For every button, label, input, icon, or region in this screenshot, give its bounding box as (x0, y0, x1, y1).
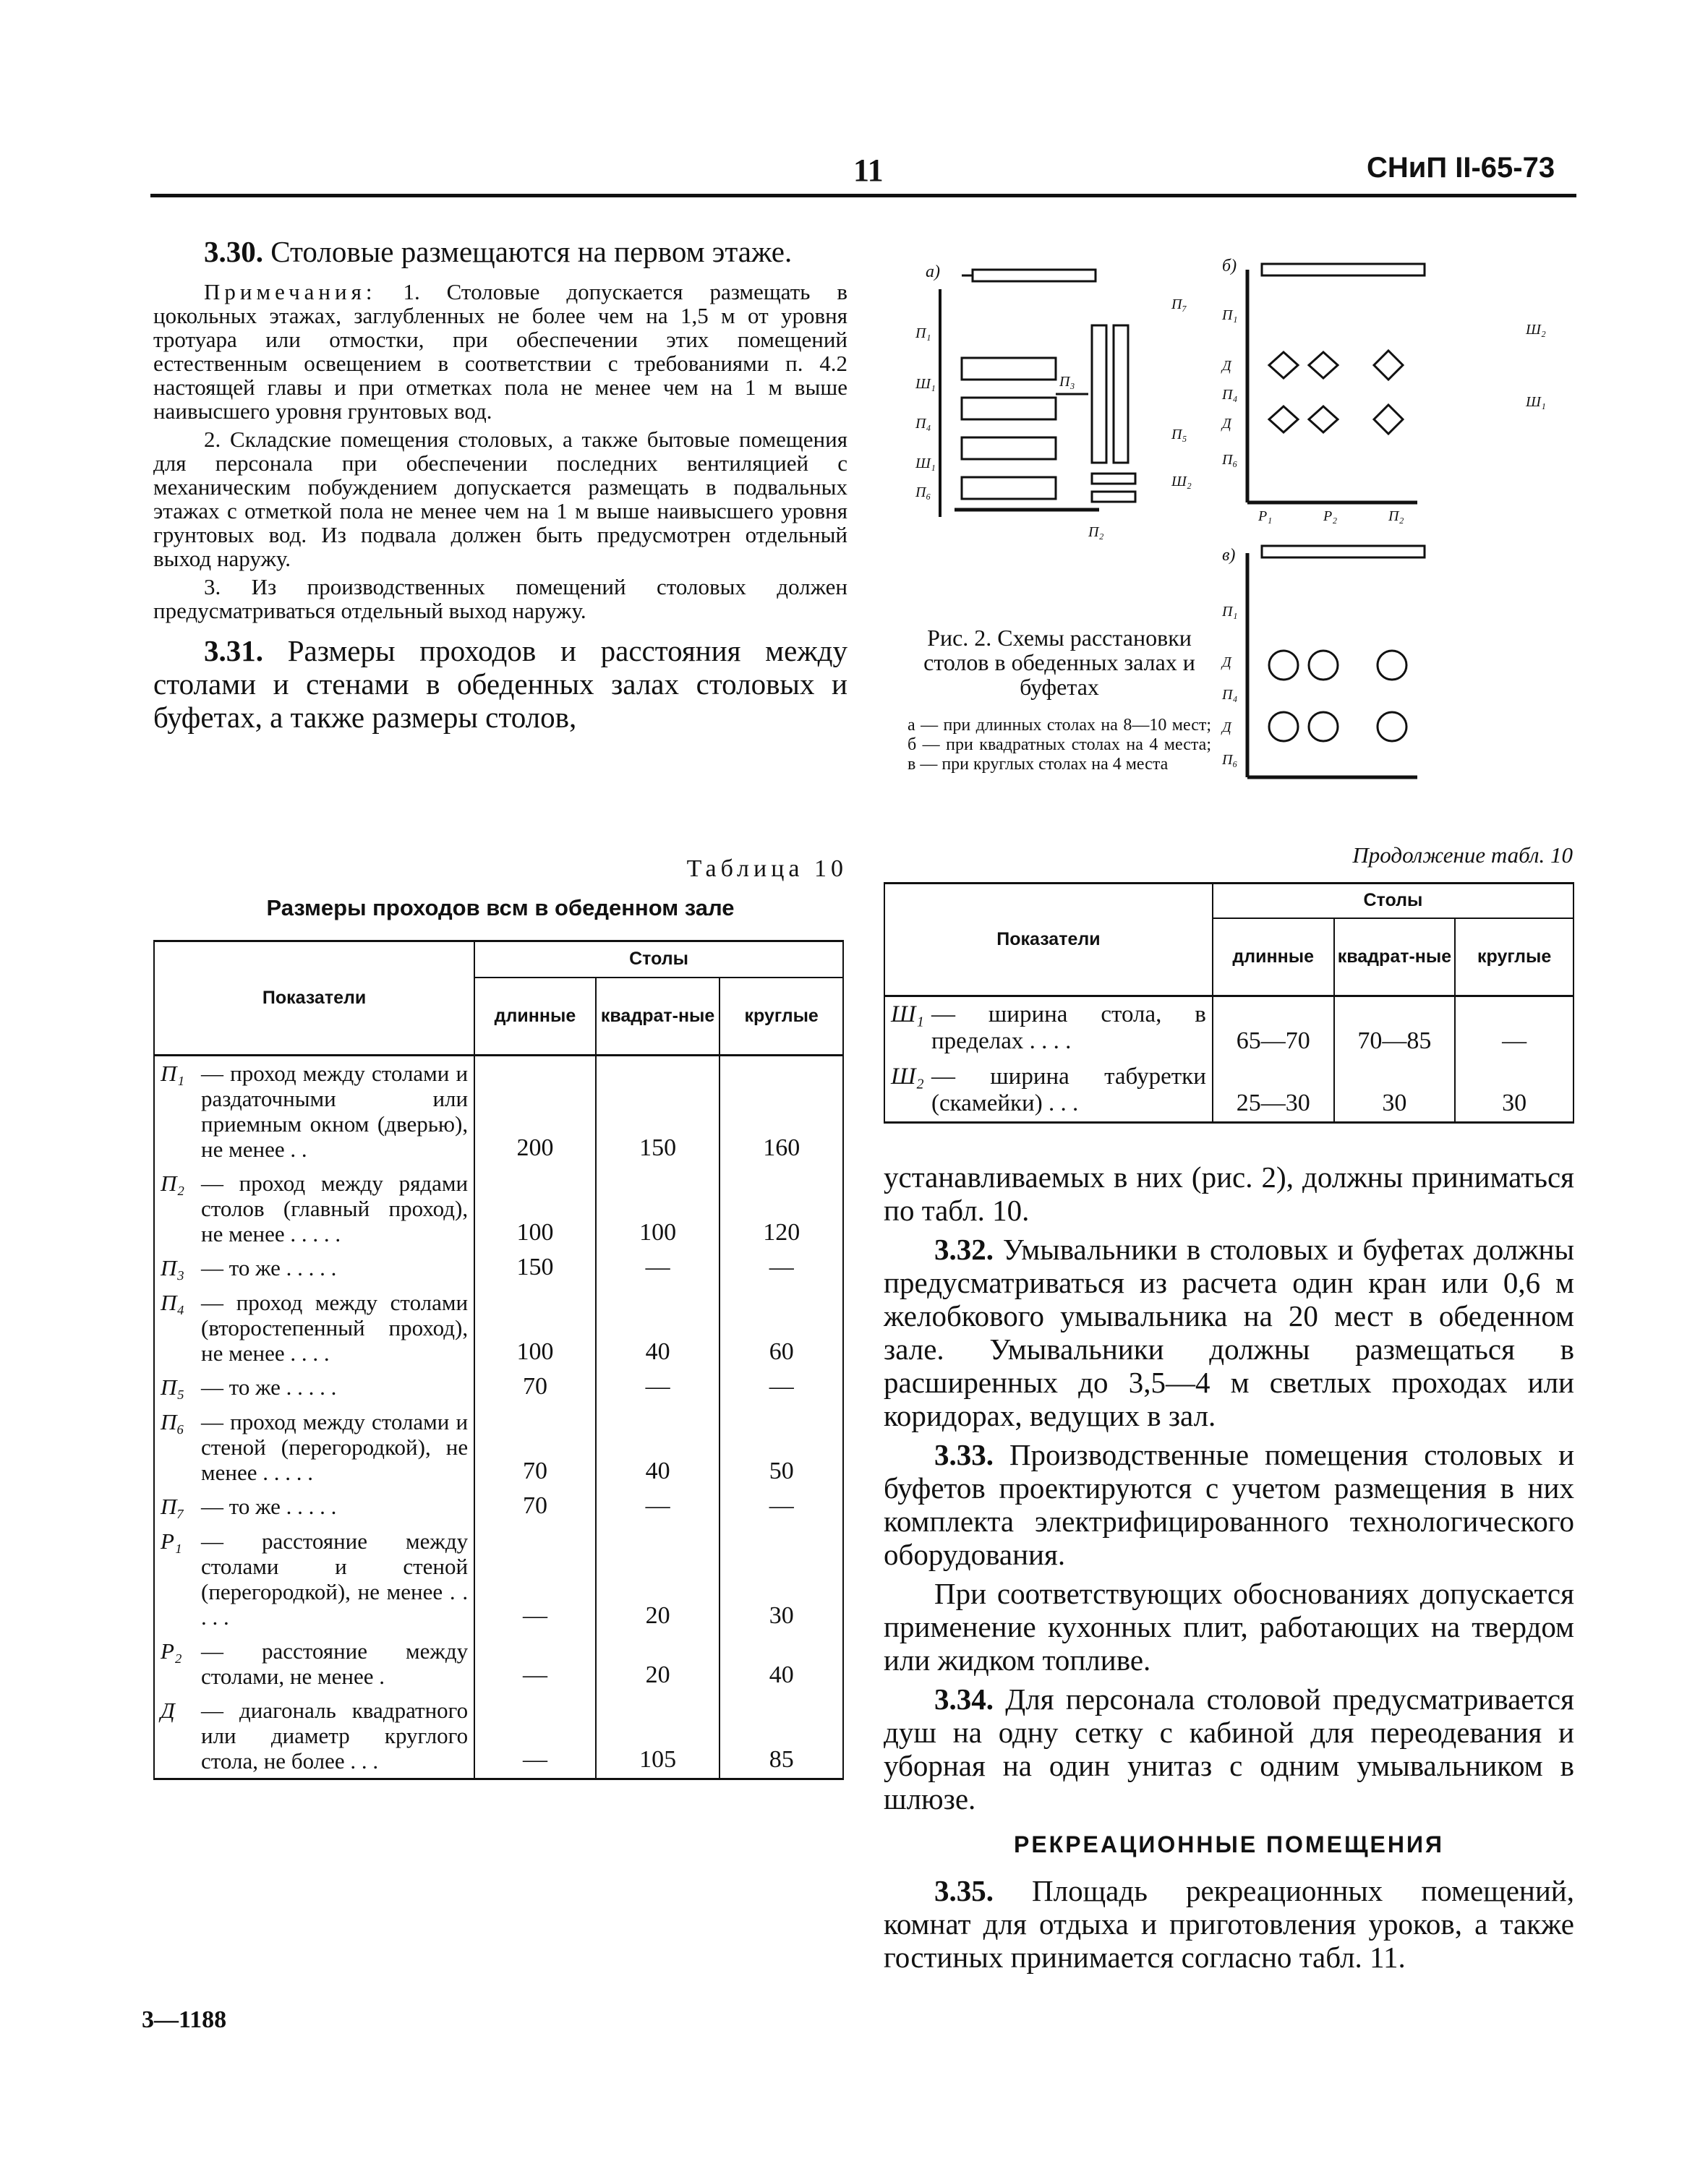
clause-text: Умывальники в столовых и буфетах должны предусматриваться из расчета один кран или 0,6 м желобкового умывальника на 20 мест в обеденном зале. Умывальники должны размещаться в расширенных до 3,5—4 м светлых проходах или коридорах, ведущих в зал. (884, 1233, 1574, 1432)
indicator-text: — ширина стола, в пределах . . . . (931, 1001, 1206, 1054)
indicator-symbol: П₅ (161, 1374, 185, 1400)
label-d-b2: Д (1222, 416, 1231, 432)
col-header-long: длинные (1213, 918, 1334, 996)
paragraph-continuation: устанавливаемых в них (рис. 2), должны приниматься по табл. 10. (884, 1160, 1574, 1227)
paragraph-3-33 (884, 1438, 1574, 1571)
label-sh1-a: Ш₁ (915, 376, 936, 392)
table-row (154, 1634, 843, 1693)
table-row (154, 1370, 843, 1405)
clause-number: 3.34. (934, 1682, 994, 1716)
indicator-symbol: Ш₁ (891, 1001, 924, 1027)
value-cell-long: 65—70 (1213, 996, 1334, 1060)
indicator-symbol: П₇ (161, 1494, 185, 1519)
table-row (154, 1693, 843, 1779)
label-r2-b: Р₂ (1323, 508, 1338, 524)
value-cell-square: 150 (596, 1056, 720, 1167)
indicator-cell (884, 996, 1213, 1060)
clause-number: 3.31. (204, 634, 263, 667)
value-cell-long: 70 (474, 1405, 596, 1489)
indicator-symbol: Д (161, 1698, 175, 1723)
table-caption: Таблица 10 (686, 855, 847, 882)
value-cell-long: 100 (474, 1166, 596, 1251)
page-number: 11 (853, 153, 884, 188)
value-cell-long: 100 (474, 1286, 596, 1370)
label-p4-v: П₄ (1222, 687, 1238, 703)
value-cell-square: 40 (596, 1405, 720, 1489)
indicator-symbol: Ш₂ (891, 1064, 924, 1090)
indicator-symbol: П₄ (161, 1290, 185, 1315)
table-10 (153, 940, 844, 1780)
indicator-text: — проход между столами (второстепенный проход), не менее . . . . (201, 1290, 469, 1366)
value-cell-square: — (596, 1251, 720, 1286)
table-row (154, 1166, 843, 1251)
value-cell-square: — (596, 1370, 720, 1405)
clause-text: Производственные помещения столовых и буфетов проектируются с учетом размещения в них комплекта электрифицированного технологического оборудования. (884, 1438, 1575, 1571)
label-p2-a: П₂ (1088, 524, 1104, 540)
label-p3-a: П₃ (1059, 374, 1075, 390)
value-cell-square: 100 (596, 1166, 720, 1251)
label-v: в) (1222, 546, 1236, 565)
indicator-cell (154, 1286, 474, 1370)
indicator-text: — то же . . . . . (201, 1255, 337, 1280)
col-header-square: квадрат-ные (1334, 918, 1456, 996)
clause-text: Размеры проходов и расстояния между столами и стенами в обеденных залах столовых и буфетах, а также размеры столов, (153, 634, 848, 734)
value-cell-square: 20 (596, 1634, 720, 1693)
figure-2 (882, 235, 1591, 828)
table-row (154, 1251, 843, 1286)
value-cell-square: 40 (596, 1286, 720, 1370)
value-cell-square: 105 (596, 1693, 720, 1779)
table-row (154, 1489, 843, 1524)
value-cell-square: 70—85 (1334, 996, 1456, 1060)
col-header-indicator: Показатели (154, 941, 474, 1056)
label-p6-a: П₆ (915, 484, 931, 500)
col-header-square: квадрат-ные (596, 978, 720, 1056)
clause-number: 3.35. (934, 1874, 994, 1907)
document-code: СНиП II-65-73 (1367, 152, 1555, 184)
label-p6-b: П₆ (1222, 452, 1238, 468)
paragraph-3-30 (153, 235, 847, 268)
indicator-text: — то же . . . . . (201, 1374, 337, 1400)
value-cell-square: — (596, 1489, 720, 1524)
col-header-round: круглые (720, 978, 843, 1056)
indicator-text: — то же . . . . . (201, 1494, 337, 1519)
label-p5-a: П₅ (1171, 427, 1187, 442)
paragraph-3-33-b: При соответствующих обоснованиях допускается применение кухонных плит, работающих на твердом или жидком топливе. (884, 1577, 1574, 1677)
clause-number: 3.33. (934, 1438, 994, 1471)
indicator-cell (154, 1056, 474, 1167)
clause-number: 3.32. (934, 1233, 994, 1266)
right-column (884, 1160, 1574, 1974)
value-cell-round: — (720, 1489, 843, 1524)
value-cell-round: 160 (720, 1056, 843, 1167)
label-p4-a: П₄ (915, 416, 931, 432)
value-cell-long: 150 (474, 1251, 596, 1286)
table-row (154, 1405, 843, 1489)
clause-text: Для персонала столовой предусматривается душ на одну сетку с кабиной для переодевания и уборная на один унитаз с одним умывальником в шлюзе. (884, 1682, 1574, 1815)
label-p6-v: П₆ (1222, 752, 1238, 768)
indicator-cell (154, 1489, 474, 1524)
label-sh2-b: Ш₂ (1526, 322, 1546, 338)
value-cell-round: 40 (720, 1634, 843, 1693)
indicator-cell (154, 1634, 474, 1693)
value-cell-square: 30 (1334, 1059, 1456, 1123)
figure-legend: а — при длинных столах на 8—10 мест; б — при квадратных столах на 4 места; в — при круглых столах на 4 места (908, 716, 1211, 774)
label-p7-a: П₇ (1171, 296, 1187, 312)
table-row (884, 996, 1574, 1060)
indicator-symbol: П₂ (161, 1171, 185, 1196)
label-r1-b: Р₁ (1258, 508, 1273, 524)
value-cell-long: — (474, 1634, 596, 1693)
indicator-cell (884, 1059, 1213, 1123)
indicator-cell (154, 1370, 474, 1405)
label-sh2-a: Ш₂ (1171, 474, 1192, 489)
value-cell-round: 50 (720, 1405, 843, 1489)
value-cell-long: — (474, 1693, 596, 1779)
notes-label: Примечания: (204, 279, 377, 304)
label-d-v: Д (1222, 654, 1231, 670)
indicator-symbol: P₂ (161, 1638, 182, 1664)
col-header-tables: Столы (1213, 884, 1574, 918)
indicator-cell (154, 1166, 474, 1251)
table-10-continuation (884, 882, 1574, 1124)
table-row (154, 1056, 843, 1167)
value-cell-round: — (720, 1251, 843, 1286)
indicator-text: — расстояние между столами и стеной (перегородкой), не менее . . . . . (201, 1528, 469, 1630)
value-cell-long: — (474, 1524, 596, 1634)
value-cell-long: 200 (474, 1056, 596, 1167)
paragraph-3-35 (884, 1874, 1574, 1974)
label-p1-v: П₁ (1222, 604, 1238, 620)
table-row (884, 1059, 1574, 1123)
label-d-v2: Д (1222, 719, 1231, 735)
label-b: б) (1222, 257, 1237, 275)
value-cell-long: 70 (474, 1370, 596, 1405)
value-cell-long: 25—30 (1213, 1059, 1334, 1123)
value-cell-round: 30 (720, 1524, 843, 1634)
left-column (153, 235, 847, 734)
indicator-text: — ширина табуретки (скамейки) . . . (931, 1064, 1206, 1116)
paragraph-3-32 (884, 1233, 1574, 1432)
clause-number: 3.30. (204, 235, 263, 268)
indicator-text: — проход между столами и раздаточными или приемным окном (дверью), не менее . . (201, 1061, 469, 1162)
clause-text: Площадь рекреационных помещений, комнат для отдыха и приготовления уроков, а также гостиных принимается согласно табл. 11. (884, 1874, 1574, 1974)
table-row (154, 1524, 843, 1634)
indicator-text: — проход между столами и стеной (перегородкой), не менее . . . . . (201, 1409, 469, 1485)
indicator-symbol: П₆ (161, 1409, 185, 1434)
indicator-symbol: П₁ (161, 1061, 185, 1086)
note-1 (153, 280, 847, 423)
indicator-cell (154, 1405, 474, 1489)
value-cell-round: 30 (1455, 1059, 1574, 1123)
paragraph-3-31 (153, 634, 847, 734)
indicator-cell (154, 1251, 474, 1286)
value-cell-round: 85 (720, 1693, 843, 1779)
header-rule (150, 194, 1576, 197)
indicator-symbol: П₃ (161, 1255, 185, 1280)
label-sh1-b: Ш₁ (1526, 394, 1546, 410)
label-p2-b: П₂ (1388, 508, 1404, 524)
value-cell-round: 120 (720, 1166, 843, 1251)
table-continuation-caption: Продолжение табл. 10 (1352, 842, 1573, 868)
table-row (154, 1286, 843, 1370)
label-d-b: Д (1222, 358, 1231, 374)
col-header-tables: Столы (474, 941, 843, 978)
indicator-cell (154, 1524, 474, 1634)
col-header-indicator: Показатели (884, 884, 1213, 996)
paragraph-3-34 (884, 1682, 1574, 1815)
label-sh1-a2: Ш₁ (915, 455, 936, 471)
figure-caption: Рис. 2. Схемы расстановки столов в обеденных залах и буфетах (923, 625, 1195, 700)
table-title: Размеры проходов всм в обеденном зале (266, 895, 735, 920)
note-2: 2. Складские помещения столовых, а также бытовые помещения для персонала при обеспечении последних вентиляцией с механическим побуждением допускается размещать в подвальных этажах с отметкой пола не менее чем на 1 м выше наивысшего уровня грунтовых вод. Из подвала должен быть предусмотрен отдельный выход наружу. (153, 427, 847, 571)
value-cell-round: — (1455, 996, 1574, 1060)
label-p1-a: П₁ (915, 325, 931, 341)
note-3: 3. Из производственных помещений столовых должен предусматриваться отдельный выход наружу. (153, 574, 847, 623)
value-cell-round: 60 (720, 1286, 843, 1370)
value-cell-long: 70 (474, 1489, 596, 1524)
value-cell-round: — (720, 1370, 843, 1405)
indicator-text: — проход между рядами столов (главный проход), не менее . . . . . (201, 1171, 469, 1246)
indicator-symbol: P₁ (161, 1528, 182, 1554)
label-p1-b: П₁ (1222, 307, 1238, 323)
section-title: РЕКРЕАЦИОННЫЕ ПОМЕЩЕНИЯ (1013, 1831, 1444, 1857)
label-p4-b: П₄ (1222, 387, 1238, 403)
indicator-text: — диагональ квадратного или диаметр круглого стола, не более . . . (201, 1698, 469, 1774)
note-1-text: 1. Столовые допускается размещать в цокольных этажах, заглубленных не более чем на 1,5 м от уровня тротуара или отмостки, при обеспечении этих помещений естественным освещением в соответствии с требованиями п. 4.2 настоящей главы и при отметках пола не менее чем на 1 м выше наивысшего уровня грунтовых вод. (153, 279, 848, 424)
indicator-cell (154, 1693, 474, 1779)
footer-code: 3—1188 (142, 2006, 227, 2033)
label-a: а) (926, 262, 940, 281)
value-cell-square: 20 (596, 1524, 720, 1634)
col-header-round: круглые (1455, 918, 1574, 996)
col-header-long: длинные (474, 978, 596, 1056)
clause-text: Столовые размещаются на первом этаже. (270, 235, 793, 268)
indicator-text: — расстояние между столами, не менее . (201, 1638, 469, 1689)
